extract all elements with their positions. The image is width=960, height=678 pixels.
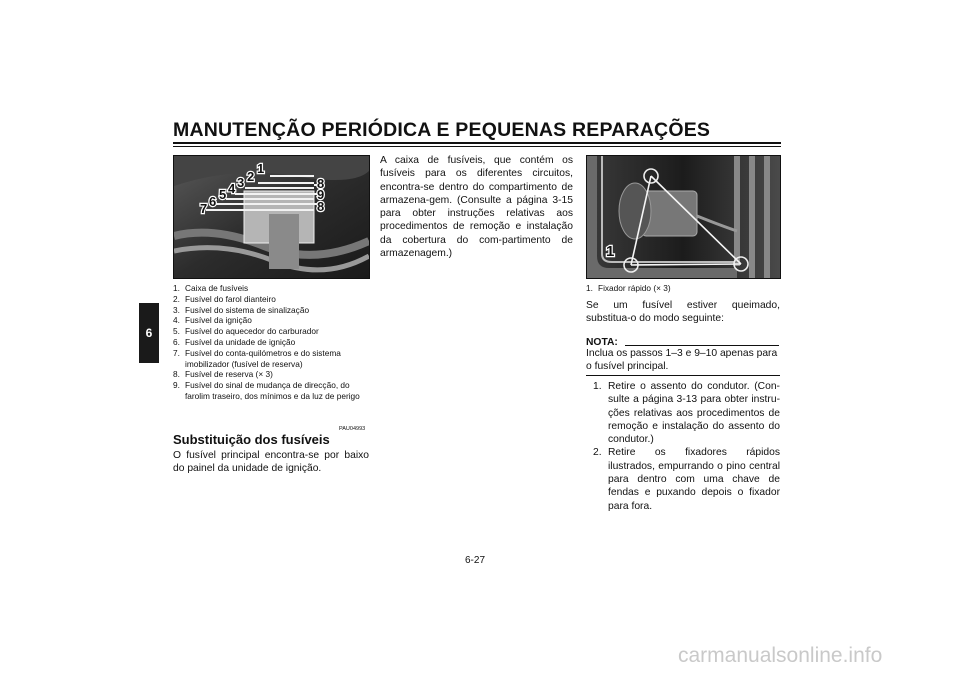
quick-fastener-photo <box>586 155 781 279</box>
caption-item: 3. Fusível do sistema de sinalização <box>173 304 310 315</box>
middle-paragraph: A caixa de fusíveis, que contém os fusíveis para os diferentes circuitos, encontra-se dentro do compartimento de armazena-gem. (Consulte a página 3-15 para obter instruções relativas aos procedimentos de remoção e instalação da cobertura do com-partimento de armazenagem.) <box>380 155 573 260</box>
caption-item: 9. Fusível do sinal de mudança de direcção, do farolim traseiro, dos mínimos e da luz de perigo <box>173 380 360 401</box>
figure-caption: 1. Fixador rápido (× 3) <box>586 283 671 293</box>
caption-item: 5. Fusível do aquecedor do carburador <box>173 326 319 337</box>
caption-item: 4. Fusível da ignição <box>173 315 252 326</box>
callout-9: 9 <box>317 187 325 202</box>
watermark: carmanualsonline.info <box>678 644 883 667</box>
header-rule-thin <box>173 146 781 147</box>
page-number: 6-27 <box>465 555 486 566</box>
note-bottom-rule <box>586 375 780 376</box>
section-paragraph: O fusível principal encontra-se por baixo do painel da unidade de ignição. <box>173 450 369 475</box>
note-text: Inclua os passos 1–3 e 9–10 apenas para o fusível principal. <box>586 348 778 373</box>
caption-item: 8. Fusível de reserva (× 3) <box>173 369 273 380</box>
steps-list <box>593 380 780 513</box>
fuse-box-photo <box>173 155 370 279</box>
note-rule <box>625 345 779 346</box>
reference-code: PAU04993 <box>339 426 366 432</box>
caption-item: 6. Fusível da unidade de ignição <box>173 336 296 347</box>
right-paragraph: Se um fusível estiver queimado, substitua-o do modo seguinte: <box>586 300 780 325</box>
callout-6: 6 <box>209 194 217 209</box>
callout-1: 1 <box>257 161 265 176</box>
step-item: 1. Retire o assento do condutor. (Con-sulte a página 3-13 para obter instru-ções relativas aos procedimentos de remoção e instalação do assento do condutor.) <box>593 381 780 446</box>
header-rule <box>173 142 781 144</box>
callout-2: 2 <box>247 169 255 184</box>
callout-5: 5 <box>219 187 227 202</box>
callout-7: 7 <box>200 201 208 216</box>
caption-item: 7. Fusível do conta-quilómetros e do sistema imobilizador (fusível de reserva) <box>173 347 341 369</box>
callout-8b: 8 <box>317 199 325 214</box>
step-item: 2. Retire os fixadores rápidos ilustrados, empurrando o pino central para dentro com uma chave de fendas e puxando depois o fixador para fora. <box>593 447 780 512</box>
caption-item: 1. Caixa de fusíveis <box>173 283 249 293</box>
callout-1: 1 <box>606 243 615 260</box>
caption-item: 2. Fusível do farol dianteiro <box>173 293 276 304</box>
callout-4: 4 <box>228 181 236 196</box>
section-heading: Substituição dos fusíveis <box>173 432 330 447</box>
note-label: NOTA: <box>586 337 618 348</box>
callout-8a: 8 <box>317 176 325 191</box>
chapter-tab[interactable]: 6 <box>139 303 159 363</box>
callout-3: 3 <box>237 175 245 190</box>
page-title: MANUTENÇÃO PERIÓDICA E PEQUENAS REPARAÇÕES <box>173 119 711 141</box>
figure-caption-list <box>173 283 373 402</box>
